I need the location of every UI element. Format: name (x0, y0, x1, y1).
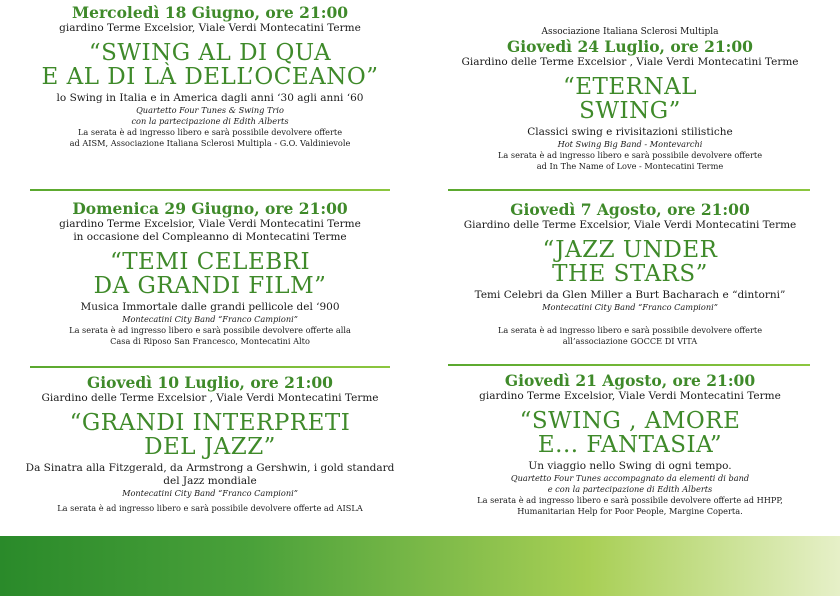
event-date: Domenica 29 Giugno, ore 21:00 (72, 199, 348, 218)
event-title-line: E AL DI LÀ DELL’OCEANO” (41, 64, 379, 90)
footer-gradient-band (0, 536, 840, 596)
event-performers: Hot Swing Big Band - Montevarchi (557, 139, 703, 149)
event-title-line: “SWING AL DI QUA (88, 40, 332, 66)
association-label: Associazione Italiana Sclerosi Multipla (541, 27, 719, 37)
event-performers-2: con la partecipazione di Edith Alberts (131, 116, 289, 126)
divider (448, 364, 810, 366)
event-title (430, 75, 830, 123)
event-description: Un viaggio nello Swing di ogni tempo. (528, 460, 732, 472)
event-note: La serata è ad ingresso libero e sarà possibile devolvere offerte (77, 127, 343, 137)
event-date: Giovedì 24 Luglio, ore 21:00 (507, 37, 753, 56)
event-location: Giardino delle Terme Excelsior, Viale Verdi Montecatini Terme (463, 219, 797, 231)
event-performers: Montecatini City Band “Franco Campioni” (122, 314, 298, 324)
event-location: giardino Terme Excelsior, Viale Verdi Montecatini Terme (59, 22, 361, 34)
event-4 (420, 26, 840, 172)
event-performers: Montecatini City Band “Franco Campioni” (542, 302, 718, 312)
event-description: lo Swing in Italia e in America dagli anni ‘30 agli anni ‘60 (56, 92, 364, 104)
divider (448, 189, 810, 191)
event-1 (0, 4, 420, 149)
divider (30, 366, 390, 368)
event-title-line: “ETERNAL (562, 74, 697, 100)
event-title-line: DEL JAZZ” (144, 434, 276, 460)
event-location: giardino Terme Excelsior, Viale Verdi Montecatini Terme (59, 218, 361, 230)
event-note: La serata è ad ingresso libero e sarà possibile devolvere offerte ad AISLA (57, 503, 363, 513)
event-description: Da Sinatra alla Fitzgerald, da Armstrong a Gershwin, i gold standard (25, 462, 395, 474)
event-note-2: all’associazione GOCCE DI VITA (562, 336, 698, 346)
event-description: Classici swing e rivisitazioni stilistiche (527, 126, 733, 138)
event-note-2: Humanitarian Help for Poor People, Margine Coperta. (517, 506, 743, 516)
event-date: Giovedì 7 Agosto, ore 21:00 (510, 200, 750, 219)
event-note: La serata è ad ingresso libero e sarà possibile devolvere offerte (497, 150, 763, 160)
event-description-2: del Jazz mondiale (163, 475, 257, 487)
event-location: Giardino delle Terme Excelsior , Viale Verdi Montecatini Terme (461, 56, 799, 68)
event-performers-2: e con la partecipazione di Edith Alberts (547, 484, 713, 494)
event-3 (0, 374, 420, 514)
divider (30, 189, 390, 191)
event-title-line: “SWING , AMORE (519, 408, 741, 434)
event-note-2: ad AISM, Associazione Italiana Sclerosi Multipla - G.O. Valdinievole (69, 138, 351, 148)
event-note: La serata è ad ingresso libero e sarà possibile devolvere offerte (497, 325, 763, 335)
event-title-line: SWING” (579, 98, 681, 124)
event-description: Musica Immortale dalle grandi pellicole del ‘900 (80, 301, 340, 313)
event-5 (420, 201, 840, 347)
event-date: Giovedì 21 Agosto, ore 21:00 (504, 371, 756, 390)
event-location: giardino Terme Excelsior, Viale Verdi Montecatini Terme (479, 390, 781, 402)
event-date: Giovedì 10 Luglio, ore 21:00 (87, 373, 333, 392)
event-note: La serata è ad ingresso libero e sarà possibile devolvere offerte ad HHPP, (477, 495, 783, 505)
event-title-line: “TEMI CELEBRI (109, 249, 311, 275)
event-title-line: E... FANTASIA” (537, 432, 723, 458)
event-title (430, 409, 830, 457)
event-title-line: “JAZZ UNDER (542, 237, 718, 263)
event-title-line: “GRANDI INTERPRETI (69, 410, 351, 436)
event-title (430, 238, 830, 286)
event-note-2: Casa di Riposo San Francesco, Montecatini Alto (110, 336, 310, 346)
event-performers: Quartetto Four Tunes & Swing Trio (136, 105, 284, 115)
event-title (10, 411, 410, 459)
event-title (10, 41, 410, 89)
event-title-line: THE STARS” (552, 261, 708, 287)
event-location: Giardino delle Terme Excelsior , Viale Verdi Montecatini Terme (41, 392, 379, 404)
event-2 (0, 200, 420, 347)
event-title-line: DA GRANDI FILM” (93, 273, 327, 299)
event-location-2: in occasione del Compleanno di Montecatini Terme (73, 231, 347, 243)
event-note-2: ad In The Name of Love - Montecatini Terme (536, 161, 724, 171)
event-description: Temi Celebri da Glen Miller a Burt Bacharach e “dintorni” (474, 289, 786, 301)
event-date: Mercoledì 18 Giugno, ore 21:00 (71, 3, 349, 22)
event-note: La serata è ad ingresso libero e sarà possibile devolvere offerte alla (69, 325, 351, 335)
event-performers: Quartetto Four Tunes accompagnato da elementi di band (510, 473, 750, 483)
event-6 (420, 372, 840, 517)
event-title (10, 250, 410, 298)
event-performers: Montecatini City Band “Franco Campioni” (122, 488, 298, 498)
